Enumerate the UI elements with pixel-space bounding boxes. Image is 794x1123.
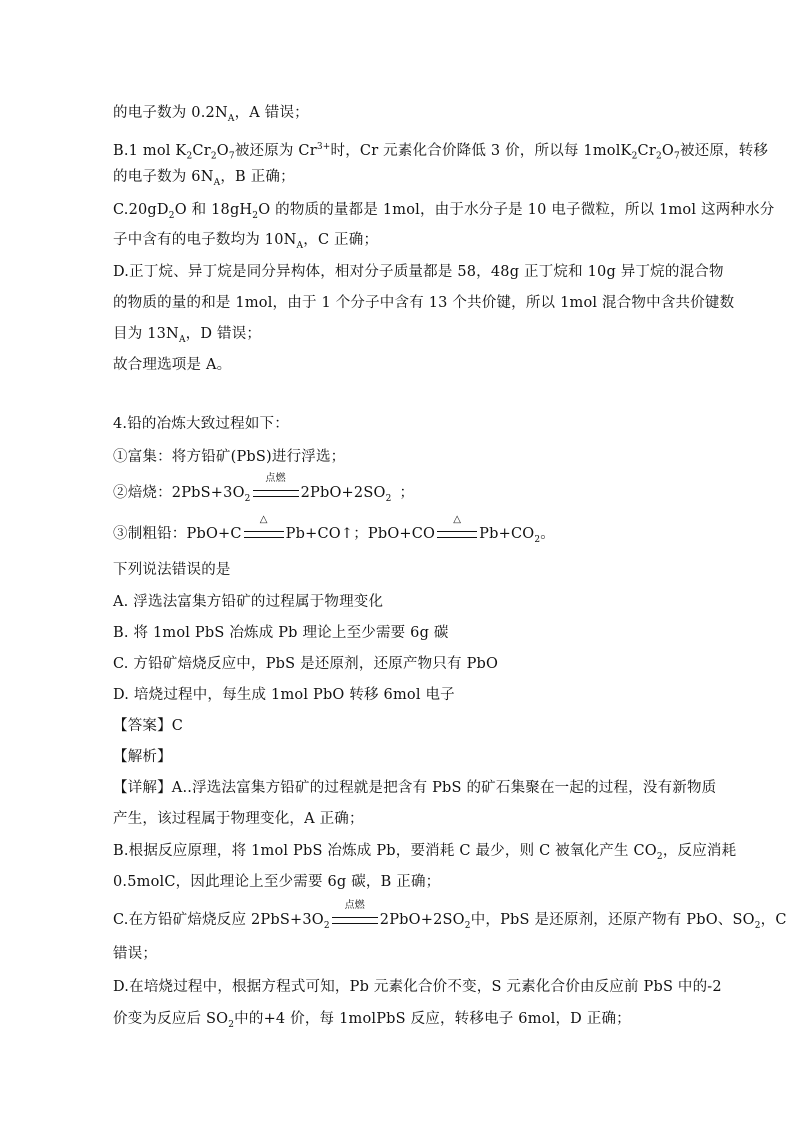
option-c: C. 方铅矿焙烧反应中，PbS 是还原剂，还原产物只有 PbO — [113, 656, 499, 672]
text-line: 子中含有的电子数均为 $10N_A$，C 正确； — [113, 232, 379, 251]
question-step-1: ①富集：将方铅矿(PbS)进行浮选； — [113, 449, 346, 465]
detail-line: 错误； — [113, 946, 158, 962]
option-b: B. 将 1mol PbS 冶炼成 Pb 理论上至少需要 6g 碳 — [113, 625, 449, 641]
answer-label: 【答案】C — [113, 718, 184, 734]
question-title: 4.铅的冶炼大致过程如下： — [113, 416, 289, 432]
reaction-arrow: △ — [437, 524, 477, 544]
analysis-label: 【解析】 — [113, 749, 172, 765]
question-stem: 下列说法错误的是 — [113, 562, 231, 578]
text-line: 的电子数为 $6N_A$，B 正确； — [113, 169, 295, 188]
text-line: B.1 mol $K_2Cr_2O_7$被还原为 $Cr^{3+}$时，Cr 元素化合价降低 3 价，所以每 $1molK_2Cr_2O_7$被还原，转移 — [113, 142, 769, 162]
detail-line: D.在培烧过程中，根据方程式可知，Pb 元素化合价不变，S 元素化合价由反应前 PbS 中的-2 — [113, 979, 722, 995]
question-step-3: ③制粗铅：PbO+C △ Pb+CO↑；PbO+CO △ $Pb+CO_2$。 — [113, 514, 555, 545]
detail-line: C.在方铅矿焙烧反应 $2PbS+3O_2$ 点燃 $2PbO+2SO_2$中，PbS 是还原剂，还原产物有 PbO、$SO_2$，C — [113, 900, 787, 931]
detail-line: B.根据反应原理，将 1mol PbS 冶炼成 Pb，要消耗 C 最少，则 C 被氧化产生 $CO_2$，反应消耗 — [113, 843, 737, 862]
option-a: A. 浮选法富集方铅矿的过程属于物理变化 — [113, 594, 384, 610]
option-d: D. 培烧过程中，每生成 1mol PbO 转移 6mol 电子 — [113, 687, 455, 703]
detail-line: 【详解】A..浮选法富集方铅矿的过程就是把含有 PbS 的矿石集聚在一起的过程，没有新物质 — [113, 780, 717, 796]
text-line: 的物质的量的和是 1mol，由于 1 个分子中含有 13 个共价键，所以 1mol 混合物中含共价键数 — [113, 295, 735, 311]
detail-line: 价变为反应后 $SO_2$中的+4 价，每 1molPbS 反应，转移电子 6mol，D 正确； — [113, 1011, 631, 1030]
detail-line: 0.5molC，因此理论上至少需要 6g 碳，B 正确； — [113, 874, 441, 890]
text-line: 目为 $13N_A$，D 错误； — [113, 326, 262, 345]
reaction-arrow: △ — [244, 524, 284, 544]
text-line: D.正丁烷、异丁烷是同分异构体，相对分子质量都是 58，48g 正丁烷和 10g 异丁烷的混合物 — [113, 264, 724, 280]
text-line: $C.20gD_2O$ 和 $18gH_2O$ 的物质的量都是 1mol，由于水分子是 10 电子微粒，所以 1mol 这两种水分 — [113, 202, 775, 221]
text-line: 的电子数为 $0.2N_A$，A 错误； — [113, 105, 309, 124]
conclusion-line: 故合理选项是 A。 — [113, 357, 232, 373]
detail-line: 产生，该过程属于物理变化，A 正确； — [113, 811, 364, 827]
reaction-arrow: 点燃 — [332, 910, 378, 930]
reaction-arrow: 点燃 — [253, 483, 299, 503]
question-step-2: ②焙烧：$2PbS+3O_2$ 点燃 $2PbO+2SO_2$ ； — [113, 473, 415, 504]
